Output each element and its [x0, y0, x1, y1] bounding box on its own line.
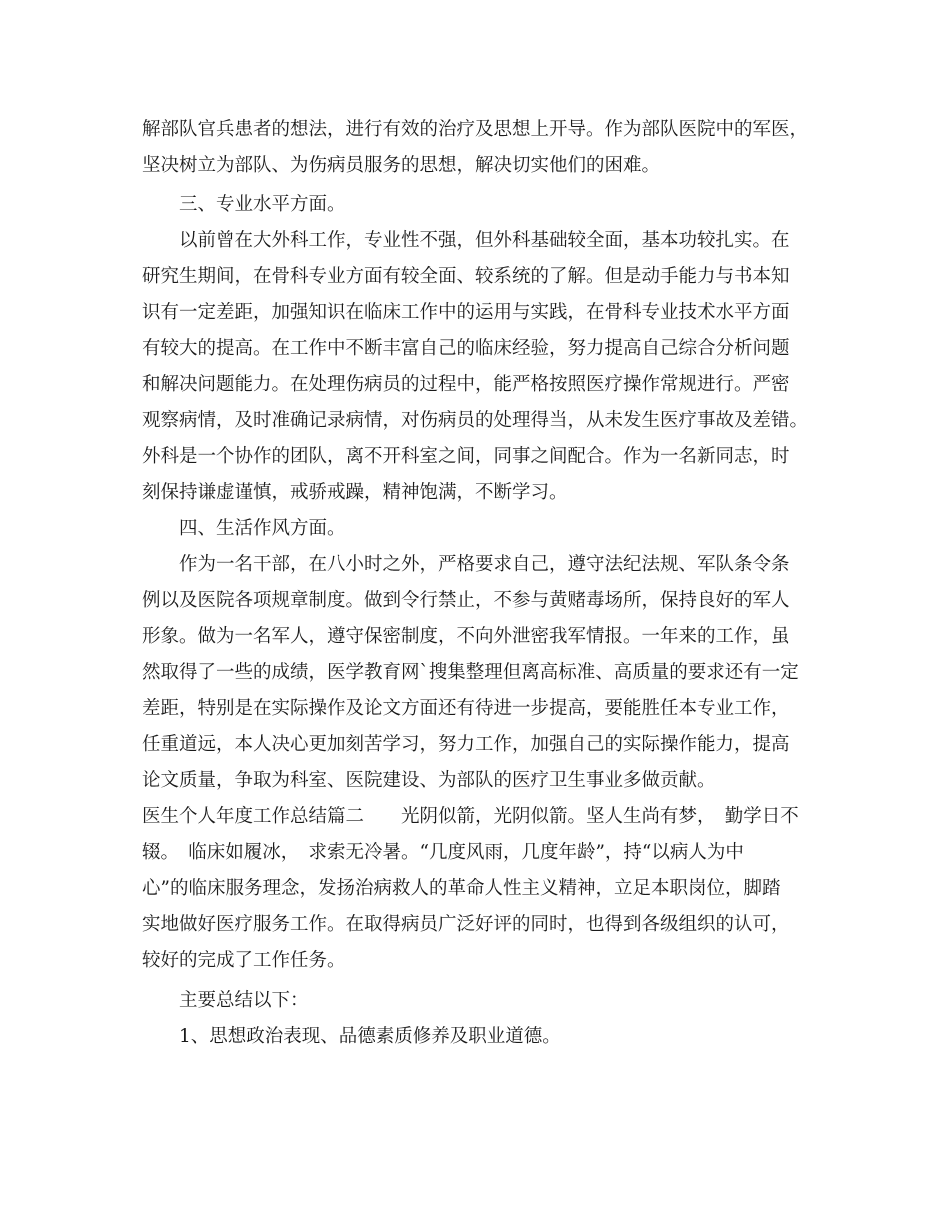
text-line: 心”的临床服务理念，发扬治病救人的革命人性主义精神，立足本职岗位，脚踏 [142, 878, 781, 899]
text-line: 辍。 临床如履冰， 求索无冷暑。“几度风雨，几度年龄”，持“以病人为中 [142, 842, 744, 863]
text-line: 差距，特别是在实际操作及论文方面还有待进一步提高，要能胜任本专业工作， [142, 698, 790, 719]
text-line: 以前曾在大外科工作，专业性不强，但外科基础较全面，基本功较扎实。在 [179, 230, 790, 251]
text-line: 然取得了一些的成绩，医学教育网`搜集整理但离高标准、高质量的要求还有一定 [142, 662, 799, 683]
text-line: 医生个人年度工作总结篇二 光阴似箭，光阴似箭。坚人生尚有梦， 勤学日不 [142, 806, 799, 827]
text-line: 和解决问题能力。在处理伤病员的过程中，能严格按照医疗操作常规进行。严密 [142, 374, 790, 395]
text-line: 任重道远，本人决心更加刻苦学习，努力工作，加强自己的实际操作能力，提高 [142, 734, 790, 755]
text-line: 外科是一个协作的团队，离不开科室之间，同事之间配合。作为一名新同志，时 [142, 446, 790, 467]
section-heading: 三、专业水平方面。 [179, 194, 346, 215]
text-line: 形象。做为一名军人，遵守保密制度，不向外泄密我军情报。一年来的工作，虽 [142, 626, 790, 647]
text-line: 有较大的提高。在工作中不断丰富自己的临床经验，努力提高自己综合分析问题 [142, 338, 790, 359]
text-line: 研究生期间，在骨科专业方面有较全面、较系统的了解。但是动手能力与书本知 [142, 266, 790, 287]
list-item-heading: 1、思想政治表现、品德素质修养及职业道德。 [179, 1026, 561, 1047]
text-line: 较好的完成了工作任务。 [142, 950, 346, 971]
text-line: 作为一名干部，在八小时之外，严格要求自己，遵守法纪法规、军队条令条 [179, 554, 790, 575]
text-line: 主要总结以下： [179, 990, 309, 1011]
text-line: 论文质量，争取为科室、医院建设、为部队的医疗卫生事业多做贡献。 [142, 770, 716, 791]
text-line: 解部队官兵患者的想法，进行有效的治疗及思想上开导。作为部队医院中的军医， [142, 119, 809, 140]
text-line: 坚决树立为部队、为伤病员服务的思想，解决切实他们的困难。 [142, 155, 661, 176]
text-line: 刻保持谦虚谨慎，戒骄戒躁，精神饱满，不断学习。 [142, 482, 568, 503]
section-heading: 四、生活作风方面。 [179, 518, 346, 539]
text-line: 识有一定差距，加强知识在临床工作中的运用与实践，在骨科专业技术水平方面 [142, 302, 790, 323]
text-line: 例以及医院各项规章制度。做到令行禁止，不参与黄赌毒场所，保持良好的军人 [142, 590, 790, 611]
text-line: 观察病情，及时准确记录病情，对伤病员的处理得当，从未发生医疗事故及差错。 [142, 410, 809, 431]
text-line: 实地做好医疗服务工作。在取得病员广泛好评的同时，也得到各级组织的认可， [142, 914, 790, 935]
